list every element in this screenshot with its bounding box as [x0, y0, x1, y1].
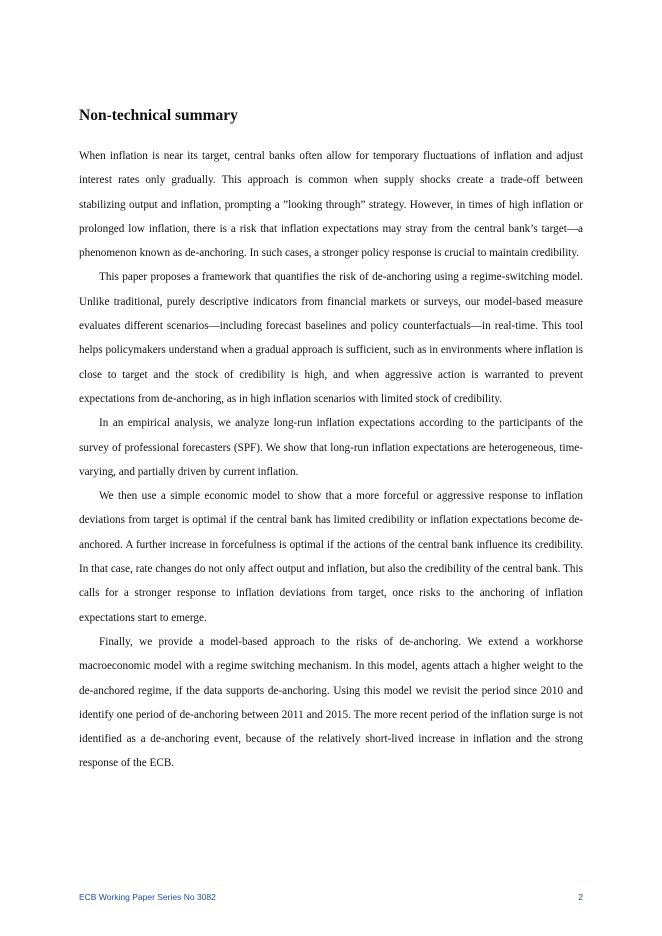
paragraph: This paper proposes a framework that quantifies the risk of de-anchoring using a regime-switching model. Unlike traditional, purely descriptive indicators from financial markets or surveys, our model-based measure evaluates different scenarios—including forecast baselines and policy counterfactuals—in real-time. This tool helps policymakers understand when a gradual approach is sufficient, such as in environments where inflation is close to target and the stock of credibility is high, and when aggressive action is warranted to prevent expectations from de-anchoring, as in high inflation scenarios with limited stock of credibility.	[79, 271, 583, 405]
section-heading: Non-technical summary	[79, 107, 238, 124]
paragraph: We then use a simple economic model to show that a more forceful or aggressive response to inflation deviations from target is optimal if the central bank has limited credibility or inflation expectations become de-anchored. A further increase in forcefulness is optimal if the actions of the central bank influence its credibility. In that case, rate changes do not only affect output and inflation, but also the credibility of the central bank. This calls for a stronger response to inflation deviations from target, once risks to the anchoring of inflation expectations start to emerge.	[79, 490, 583, 624]
summary-body	[79, 144, 583, 776]
paragraph: Finally, we provide a model-based approach to the risks of de-anchoring. We extend a workhorse macroeconomic model with a regime switching mechanism. In this model, agents attach a higher weight to the de-anchored regime, if the data supports de-anchoring. Using this model we revisit the period since 2010 and identify one period of de-anchoring between 2011 and 2015. The more recent period of the inflation surge is not identified as a de-anchoring event, because of the relatively short-lived increase in inflation and the strong response of the ECB.	[79, 635, 583, 770]
page-footer	[79, 892, 583, 902]
paragraph: When inflation is near its target, central banks often allow for temporary fluctuations of inflation and adjust interest rates only gradually. This approach is common when supply shocks create a trade-off between stabilizing output and inflation, prompting a ”looking through” strategy. However, in times of high inflation or prolonged low inflation, there is a risk that inflation expectations may stray from the central bank’s target—a phenomenon known as de-anchoring. In such cases, a stronger policy response is crucial to maintain credibility.	[79, 150, 583, 260]
page-number: 2	[578, 892, 583, 902]
paragraph: In an empirical analysis, we analyze long-run inflation expectations according to the participants of the survey of professional forecasters (SPF). We show that long-run inflation expectations are heterogeneous, time-varying, and partially driven by current inflation.	[79, 417, 583, 478]
series-label: ECB Working Paper Series No 3082	[79, 892, 216, 902]
